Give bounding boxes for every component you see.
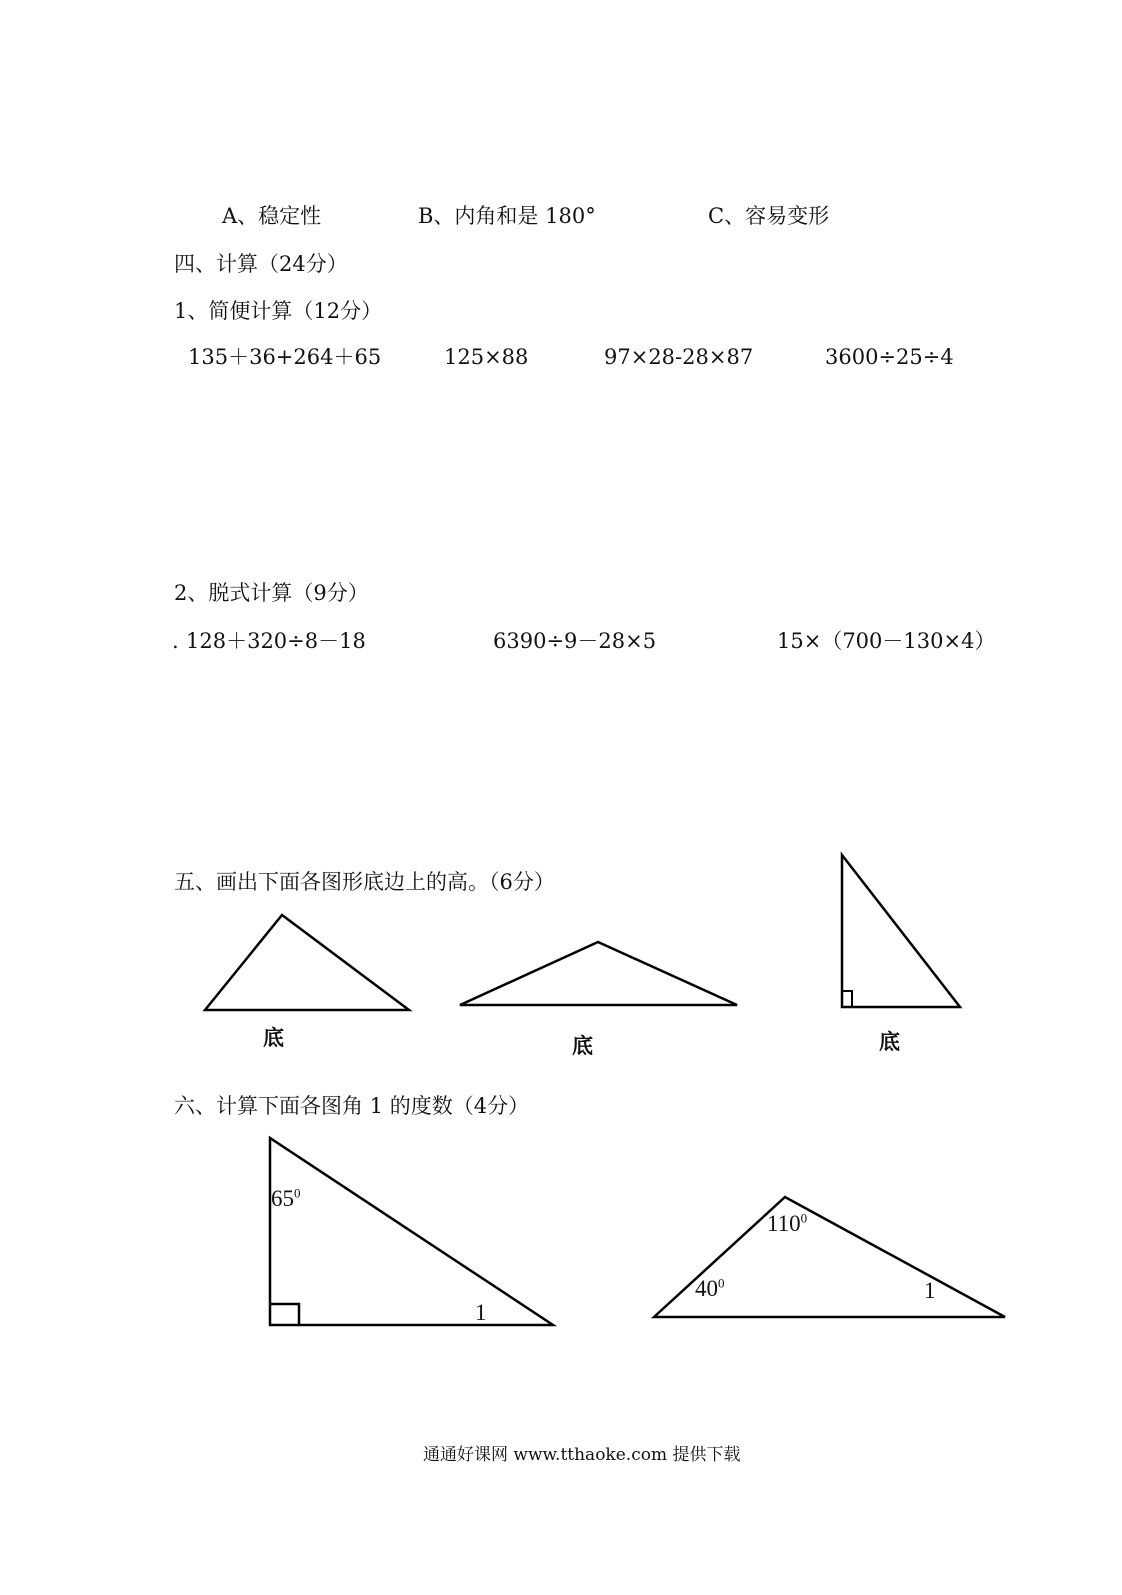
triangle-2	[460, 942, 737, 1005]
expr-1-1: 135＋36+264＋65	[188, 345, 382, 369]
part2-heading: 2、脱式计算（9分）	[174, 581, 369, 605]
expr-1-3: 97×28-28×87	[604, 345, 754, 369]
section5-heading: 五、画出下面各图形底边上的高。（6分）	[174, 870, 555, 894]
base-label-3: 底	[879, 1030, 900, 1054]
expr-2-1: 128＋320÷8－18	[186, 629, 366, 653]
expr-1-4: 3600÷25÷4	[825, 345, 954, 369]
option-b: B、内角和是 180°	[418, 204, 596, 228]
expr-2-3: 15×（700－130×4）	[777, 629, 996, 653]
section4-heading: 四、计算（24分）	[174, 252, 348, 276]
triangle-3	[842, 855, 960, 1007]
expr-marker: .	[172, 629, 179, 653]
fig1-angle-1-label: 1	[475, 1300, 487, 1325]
expr-1-2: 125×88	[444, 345, 529, 369]
triangle-1	[205, 915, 409, 1010]
section6-heading: 六、计算下面各图角 1 的度数（4分）	[174, 1094, 530, 1118]
triangle-fig1	[270, 1138, 553, 1325]
expr-2-2: 6390÷9－28×5	[493, 629, 657, 653]
part1-heading: 1、简便计算（12分）	[174, 299, 383, 323]
base-label-1: 底	[263, 1026, 284, 1050]
right-angle-mark-fig1	[270, 1304, 299, 1325]
fig1-angle-top: $65^0$	[271, 1185, 301, 1211]
fig2-angle-top: $110^0$	[767, 1210, 808, 1236]
option-a: A、稳定性	[222, 204, 322, 228]
footer-text: 通通好课网 www.tthaoke.com 提供下载	[423, 1445, 741, 1465]
right-angle-mark-3	[842, 991, 852, 1007]
option-c: C、容易变形	[708, 204, 830, 228]
fig2-angle-1-label: 1	[924, 1278, 936, 1303]
fig2-angle-left: $40^0$	[695, 1275, 725, 1301]
base-label-2: 底	[572, 1034, 593, 1058]
